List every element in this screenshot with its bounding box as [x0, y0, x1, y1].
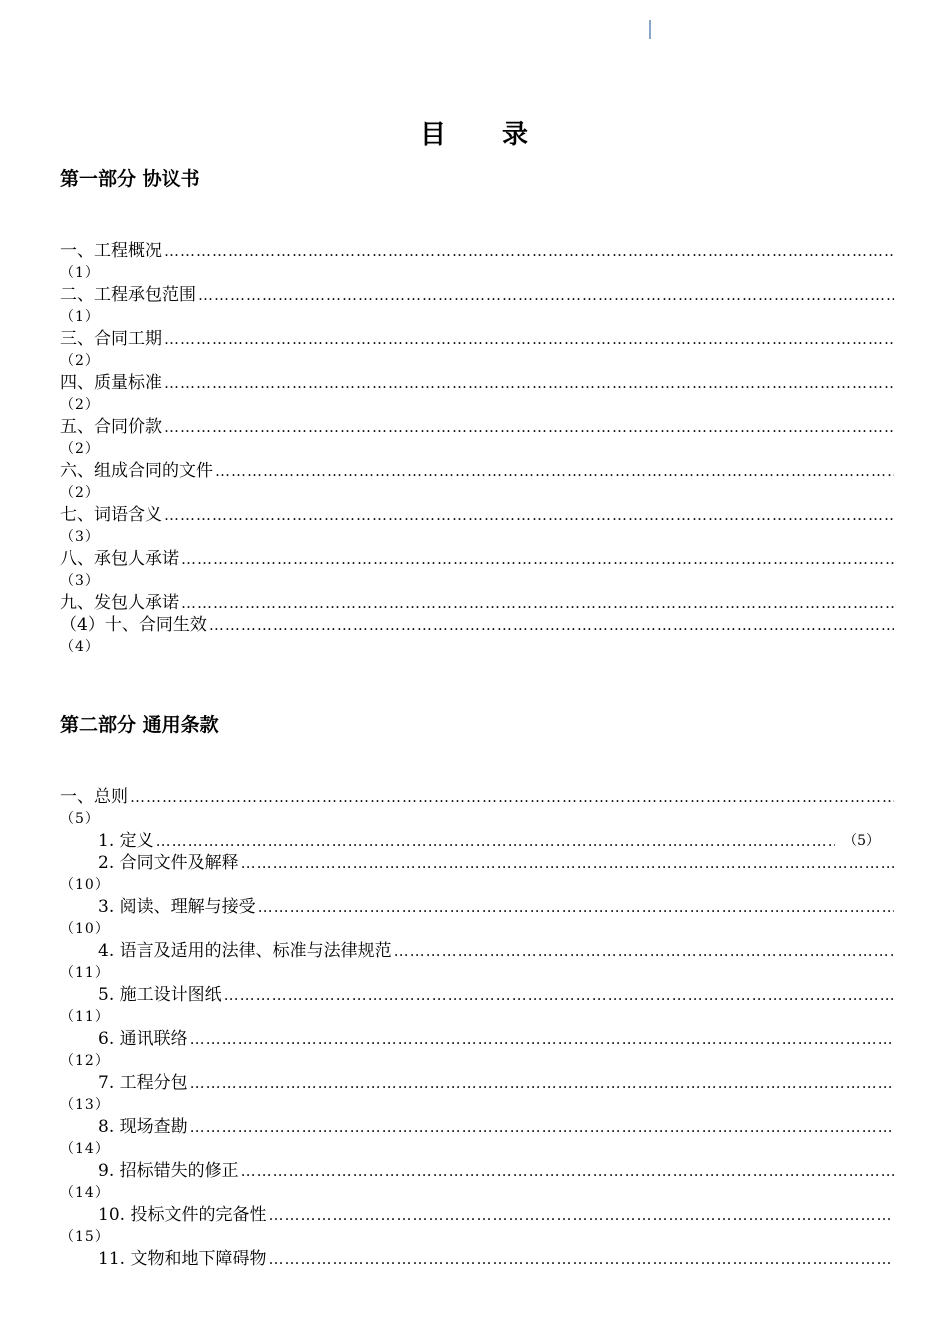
- toc-entry-label: 2. 合同文件及解释: [98, 853, 239, 873]
- toc-entry[interactable]: [60, 786, 894, 830]
- dot-leader: [164, 328, 894, 350]
- toc-entry-label: 一、总则: [60, 787, 128, 807]
- toc-entry-label: 九、发包人承诺: [60, 593, 179, 613]
- toc-entry-page: （2）: [60, 441, 100, 457]
- toc-entry-label: 11. 文物和地下障碍物: [98, 1249, 267, 1269]
- dot-leader: [190, 1116, 894, 1138]
- dot-leader: [258, 896, 894, 918]
- toc-entry-label: 6. 通讯联络: [98, 1029, 188, 1049]
- toc-entry-label: 八、承包人承诺: [60, 549, 179, 569]
- title-char-1: 目: [419, 120, 448, 150]
- toc-entry[interactable]: [60, 1116, 894, 1160]
- toc-entry[interactable]: [60, 1028, 894, 1072]
- dot-leader: [215, 460, 894, 482]
- toc-entry[interactable]: [60, 284, 894, 328]
- toc-entry-page: （3）: [60, 573, 100, 589]
- part1-toc: [60, 240, 894, 658]
- toc-entry[interactable]: [60, 240, 894, 284]
- toc-entry-label: 10. 投标文件的完备性: [98, 1205, 267, 1225]
- toc-entry[interactable]: [60, 614, 894, 658]
- dot-leader: [268, 1204, 894, 1226]
- dot-leader: [198, 284, 894, 306]
- dot-leader: [268, 1248, 894, 1270]
- toc-entry-page: （2）: [60, 353, 100, 369]
- dot-leader: [190, 1028, 894, 1050]
- toc-entry[interactable]: [60, 984, 894, 1028]
- dot-leader: [181, 592, 894, 614]
- dot-leader: [156, 830, 835, 852]
- dot-leader: [164, 416, 894, 438]
- toc-entry-page: （5）: [60, 811, 100, 827]
- dot-leader: [209, 614, 894, 636]
- toc-entry-page: （1）: [60, 265, 100, 281]
- dot-leader: [164, 240, 894, 262]
- toc-entry-page: （15）: [60, 1229, 110, 1245]
- toc-entry-page: （11）: [60, 965, 110, 981]
- dot-leader: [164, 372, 894, 394]
- toc-entry-page: （12）: [60, 1053, 110, 1069]
- dot-leader: [164, 504, 894, 526]
- toc-entry[interactable]: [60, 416, 894, 460]
- dot-leader: [224, 984, 894, 1006]
- toc-entry[interactable]: [60, 592, 894, 614]
- toc-entry-label: 五、合同价款: [60, 417, 162, 437]
- toc-entry[interactable]: [60, 548, 894, 592]
- toc-entry-label: 5. 施工设计图纸: [98, 985, 222, 1005]
- toc-entry[interactable]: [60, 940, 894, 984]
- dot-leader: [130, 786, 894, 808]
- toc-entry[interactable]: [60, 1204, 894, 1248]
- toc-entry[interactable]: [60, 896, 894, 940]
- dot-leader: [241, 1160, 894, 1182]
- toc-entry-page: （14）: [60, 1141, 110, 1157]
- page-title: [0, 114, 950, 151]
- toc-entry-page: （14）: [60, 1185, 110, 1201]
- toc-entry-label: 四、质量标准: [60, 373, 162, 393]
- dot-leader: [190, 1072, 894, 1094]
- toc-entry-label: 三、合同工期: [60, 329, 162, 349]
- toc-entry-page: （13）: [60, 1097, 110, 1113]
- toc-entry[interactable]: [60, 1160, 894, 1204]
- toc-entry-page: （4）: [60, 639, 100, 655]
- toc-entry-page: （2）: [60, 397, 100, 413]
- part2-toc: [60, 786, 894, 1270]
- toc-entry[interactable]: [60, 852, 894, 896]
- toc-entry-label: （4）十、合同生效: [60, 615, 207, 635]
- dot-leader: [181, 548, 894, 570]
- toc-entry[interactable]: [60, 372, 894, 416]
- toc-entry-label: 9. 招标错失的修正: [98, 1161, 239, 1181]
- toc-entry[interactable]: [60, 830, 894, 852]
- toc-entry-page: （10）: [60, 921, 110, 937]
- part1-heading: 第一部分 协议书: [60, 168, 200, 190]
- toc-entry-page: （1）: [60, 309, 100, 325]
- toc-entry-label: 8. 现场查勘: [98, 1117, 188, 1137]
- text-cursor: [649, 20, 651, 39]
- toc-entry[interactable]: [60, 460, 894, 504]
- toc-entry-page: （11）: [60, 1009, 110, 1025]
- toc-entry-page: （2）: [60, 485, 100, 501]
- part2-heading: 第二部分 通用条款: [60, 714, 219, 736]
- toc-entry[interactable]: [60, 1248, 894, 1270]
- toc-entry-page: （5）: [843, 833, 880, 849]
- toc-entry-label: 1. 定义: [98, 831, 154, 851]
- toc-entry[interactable]: [60, 328, 894, 372]
- title-char-2: 录: [502, 120, 531, 150]
- toc-entry-page: （3）: [60, 529, 100, 545]
- toc-entry-label: 3. 阅读、理解与接受: [98, 897, 256, 917]
- toc-entry-label: 一、工程概况: [60, 241, 162, 261]
- toc-entry-label: 二、工程承包范围: [60, 285, 196, 305]
- toc-entry[interactable]: [60, 504, 894, 548]
- toc-entry-label: 六、组成合同的文件: [60, 461, 213, 481]
- dot-leader: [394, 940, 894, 962]
- toc-entry-label: 七、词语含义: [60, 505, 162, 525]
- toc-entry-label: 7. 工程分包: [98, 1073, 188, 1093]
- dot-leader: [241, 852, 894, 874]
- toc-entry-page: （10）: [60, 877, 110, 893]
- toc-entry[interactable]: [60, 1072, 894, 1116]
- toc-entry-label: 4. 语言及适用的法律、标准与法律规范: [98, 941, 392, 961]
